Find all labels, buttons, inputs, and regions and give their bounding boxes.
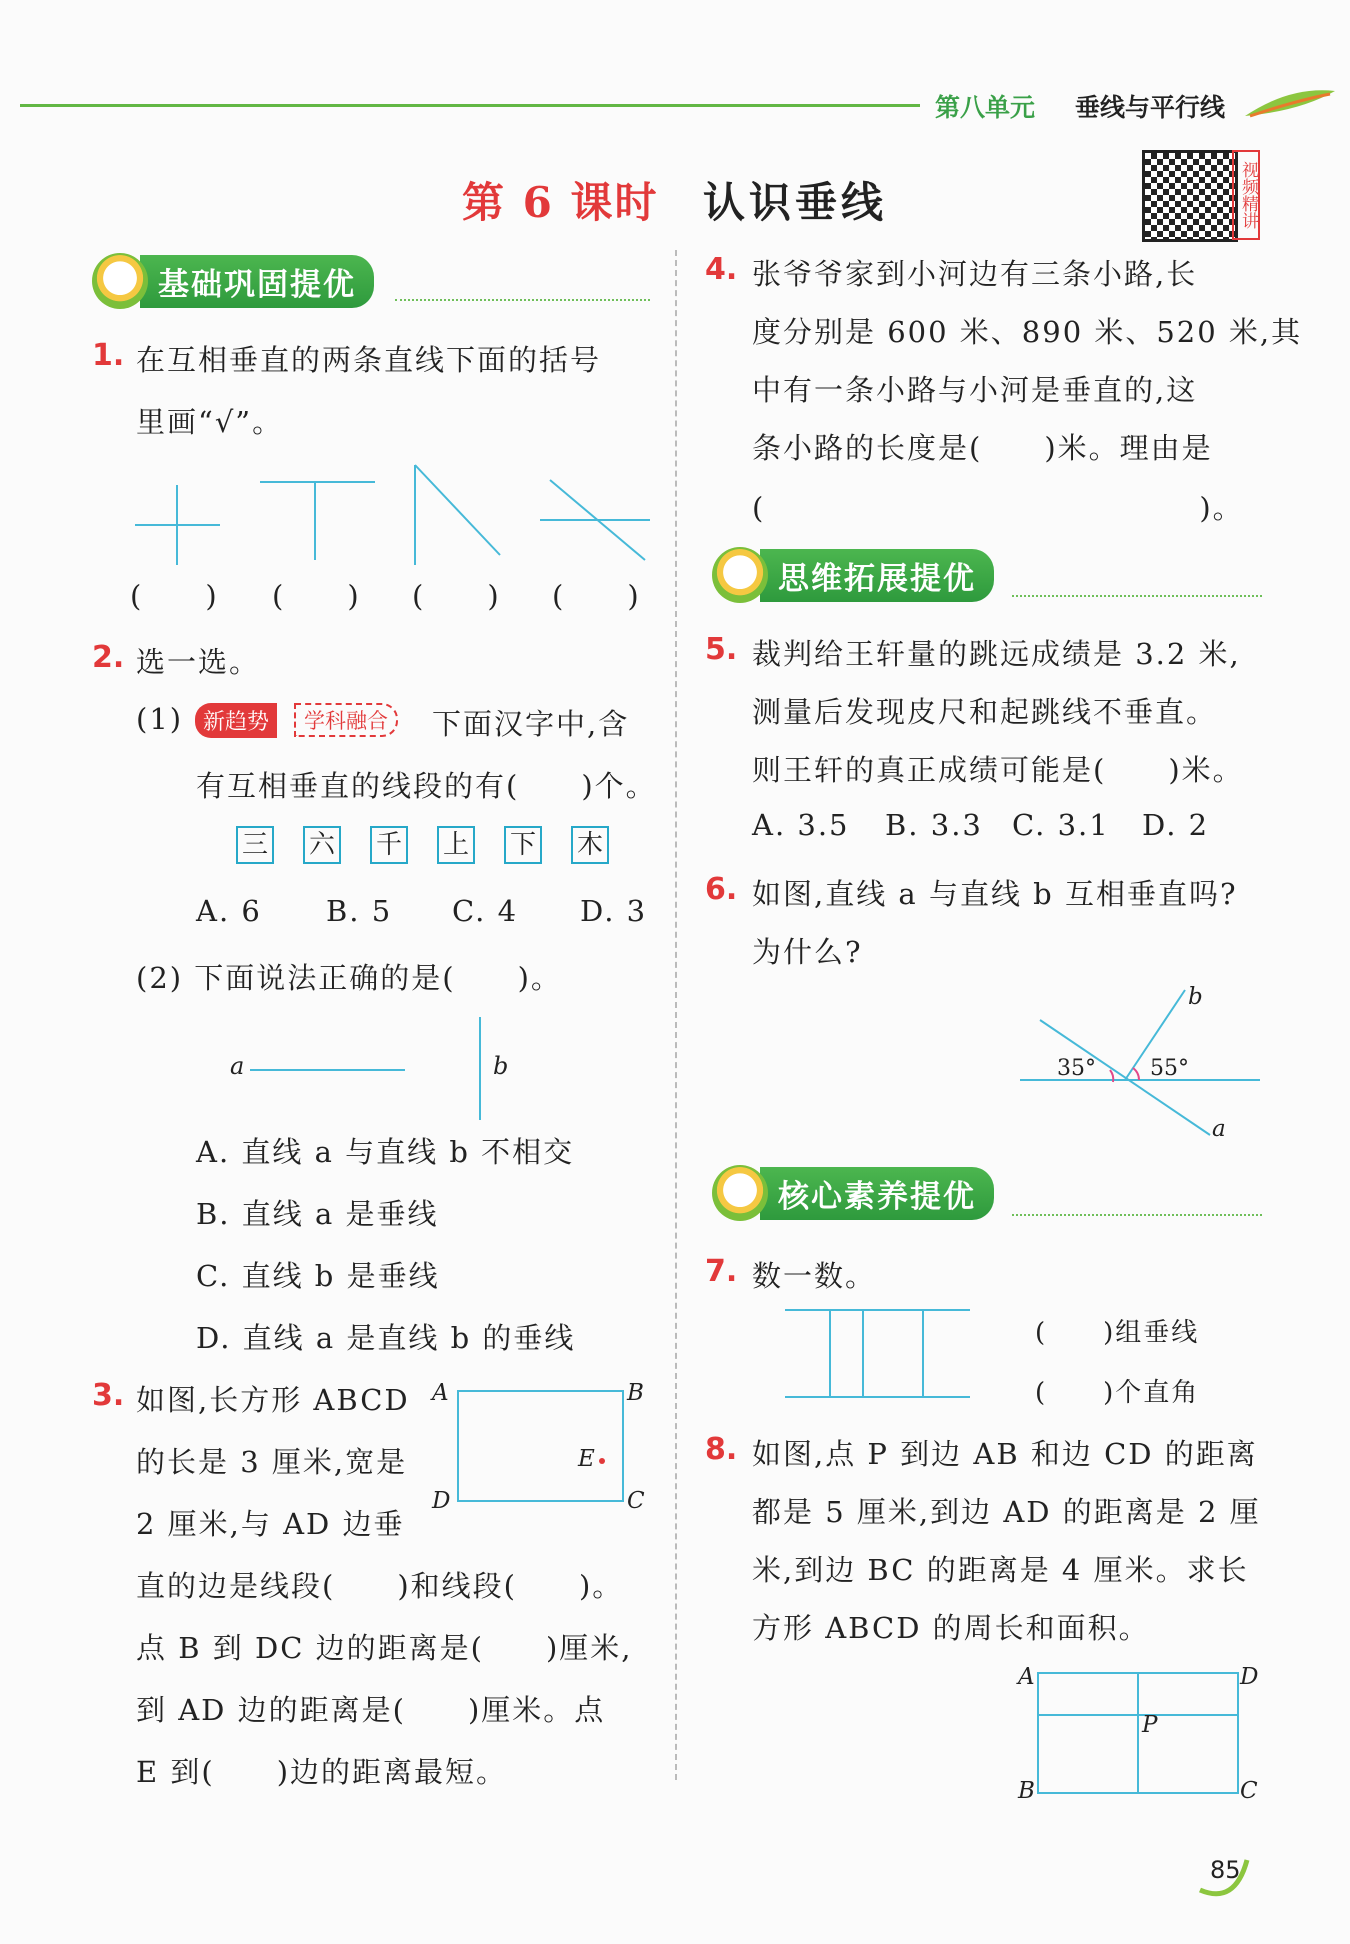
char-box: 三 [236, 826, 274, 864]
q3-line5: 点 B 到 DC 边的距离是( )厘米, [136, 1631, 633, 1665]
tag-subject-fusion: 学科融合 [294, 703, 398, 737]
q3-line7: E 到( )边的距离最短。 [136, 1755, 508, 1789]
section-title: 思维拓展提优 [760, 549, 994, 602]
page-number: 85 [1210, 1856, 1241, 1884]
q8-label-B: B [1018, 1778, 1035, 1804]
q2-part1-number: (1) [136, 702, 184, 736]
section-rule [395, 299, 650, 301]
q5-option-a[interactable]: A. 3.5 [752, 808, 850, 842]
q3-label-C: C [627, 1488, 645, 1514]
char-box: 下 [504, 826, 542, 864]
q2-intro: 选一选。 [136, 645, 261, 679]
char-box: 上 [437, 826, 475, 864]
page-swoosh-icon [1195, 1845, 1255, 1905]
q3-rectangle [455, 1388, 630, 1508]
char-box: 千 [370, 826, 408, 864]
q3-label-E: E [578, 1446, 595, 1472]
q5-line2: 测量后发现皮尺和起跳线不垂直。 [752, 695, 1218, 729]
q1-blank-2[interactable]: ( ) [272, 579, 361, 613]
q4-line5[interactable]: ( )。 [752, 491, 1244, 525]
q2-choice-d[interactable]: D. 直线 a 是直线 b 的垂线 [196, 1321, 576, 1355]
q3-line1: 如图,长方形 ABCD [136, 1383, 410, 1417]
character-boxes [236, 826, 626, 864]
q5-option-d[interactable]: D. 2 [1142, 808, 1210, 842]
section-title: 核心素养提优 [760, 1167, 994, 1220]
header-unit: 第八单元 [935, 93, 1036, 122]
q7-figure [780, 1305, 980, 1405]
q2-option-a[interactable]: A. 6 [196, 894, 262, 928]
q2-choice-c[interactable]: C. 直线 b 是垂线 [196, 1259, 440, 1293]
section-badge-icon [712, 547, 768, 603]
q6-label-b: b [1188, 984, 1203, 1010]
q8-label-A: A [1018, 1664, 1035, 1690]
q6-label-a: a [1212, 1116, 1226, 1142]
q8-figure [1035, 1670, 1245, 1800]
q5-line1: 裁判给王轩量的跳远成绩是 3.2 米, [752, 637, 1241, 671]
q2-part2: (2) 下面说法正确的是( )。 [136, 961, 562, 995]
q3-line2: 的长是 3 厘米,宽是 [136, 1445, 408, 1479]
q4-line3: 中有一条小路与小河是垂直的,这 [752, 373, 1198, 407]
header-topic: 垂线与平行线 [1075, 93, 1226, 122]
q4-line4: 条小路的长度是( )米。理由是 [752, 431, 1213, 465]
q8-line3: 米,到边 BC 的距离是 4 厘米。求长 [752, 1553, 1249, 1587]
q2-option-d[interactable]: D. 3 [580, 894, 648, 928]
trophy-icon [712, 1165, 768, 1221]
q2-option-c[interactable]: C. 4 [452, 894, 519, 928]
q2-option-b[interactable]: B. 5 [326, 894, 393, 928]
q5-option-b[interactable]: B. 3.3 [885, 808, 983, 842]
q5-line3: 则王轩的真正成绩可能是( )米。 [752, 753, 1244, 787]
q3-line4: 直的边是线段( )和线段( )。 [136, 1569, 624, 1603]
char-box: 木 [571, 826, 609, 864]
q6-line1: 如图,直线 a 与直线 b 互相垂直吗? [752, 877, 1238, 911]
q4-line1: 张爷爷家到小河边有三条小路,长 [752, 257, 1198, 291]
q1-line1: 在互相垂直的两条直线下面的括号 [136, 343, 602, 377]
q2-label-b: b [493, 1052, 511, 1080]
q3-label-A: A [432, 1380, 449, 1406]
q6-line2: 为什么? [752, 935, 863, 969]
q7-intro: 数一数。 [752, 1259, 877, 1293]
q6-angle-55: 55° [1150, 1056, 1189, 1081]
q6-figure [1015, 980, 1265, 1140]
section-core [712, 1170, 994, 1216]
leaf-icon [1240, 86, 1340, 126]
question-number: 6. [705, 872, 738, 907]
section-extension [712, 552, 994, 598]
question-number: 2. [92, 640, 125, 675]
q5-option-c[interactable]: C. 3.1 [1012, 808, 1110, 842]
q1-figures [130, 460, 660, 570]
header-rule [20, 104, 920, 107]
q8-label-P: P [1142, 1712, 1158, 1738]
question-number: 1. [92, 338, 125, 373]
section-basic [92, 258, 374, 304]
tag-new-trend: 新趋势 [195, 703, 277, 738]
q3-label-B: B [627, 1380, 644, 1406]
q8-label-C: C [1240, 1778, 1258, 1804]
q3-label-D: D [432, 1488, 451, 1514]
q2-part1-line1: 下面汉字中,含 [432, 707, 630, 741]
question-number: 7. [705, 1254, 738, 1289]
question-number: 3. [92, 1378, 125, 1413]
q2-figure [240, 1015, 490, 1125]
q2-choice-a[interactable]: A. 直线 a 与直线 b 不相交 [196, 1135, 575, 1169]
q8-line1: 如图,点 P 到边 AB 和边 CD 的距离 [752, 1437, 1258, 1471]
section-rule [1012, 595, 1262, 597]
q4-line2: 度分别是 600 米、890 米、520 米,其 [752, 315, 1303, 349]
q6-angle-35: 35° [1057, 1056, 1096, 1081]
q3-line6: 到 AD 边的距离是( )厘米。点 [136, 1693, 606, 1727]
qr-label: 视频精讲 [1232, 150, 1260, 240]
question-number: 5. [705, 632, 738, 667]
q7-blank-2[interactable]: ( )个直角 [1035, 1378, 1200, 1408]
section-badge-icon [92, 253, 148, 309]
q2-label-a: a [230, 1052, 247, 1080]
question-number: 8. [705, 1432, 738, 1467]
lesson-title: 认识垂线 [703, 178, 888, 227]
q8-label-D: D [1240, 1664, 1259, 1690]
section-rule [1012, 1214, 1262, 1216]
q1-blank-4[interactable]: ( ) [552, 579, 641, 613]
qr-code[interactable] [1142, 150, 1238, 242]
q2-choice-b[interactable]: B. 直线 a 是垂线 [196, 1197, 439, 1231]
q1-blank-3[interactable]: ( ) [412, 579, 501, 613]
q8-line4: 方形 ABCD 的周长和面积。 [752, 1611, 1150, 1645]
q1-blank-1[interactable]: ( ) [130, 579, 219, 613]
lesson-number: 第 6 课时 [462, 178, 659, 227]
q8-line2: 都是 5 厘米,到边 AD 的距离是 2 厘 [752, 1495, 1261, 1529]
q1-line2: 里画“√”。 [136, 405, 284, 439]
section-title: 基础巩固提优 [140, 255, 374, 308]
column-divider [675, 250, 677, 1780]
q7-blank-1[interactable]: ( )组垂线 [1035, 1318, 1200, 1348]
char-box: 六 [303, 826, 341, 864]
question-number: 4. [705, 252, 738, 287]
q2-part1-line2: 有互相垂直的线段的有( )个。 [196, 769, 657, 803]
q3-line3: 2 厘米,与 AD 边垂 [136, 1507, 405, 1541]
